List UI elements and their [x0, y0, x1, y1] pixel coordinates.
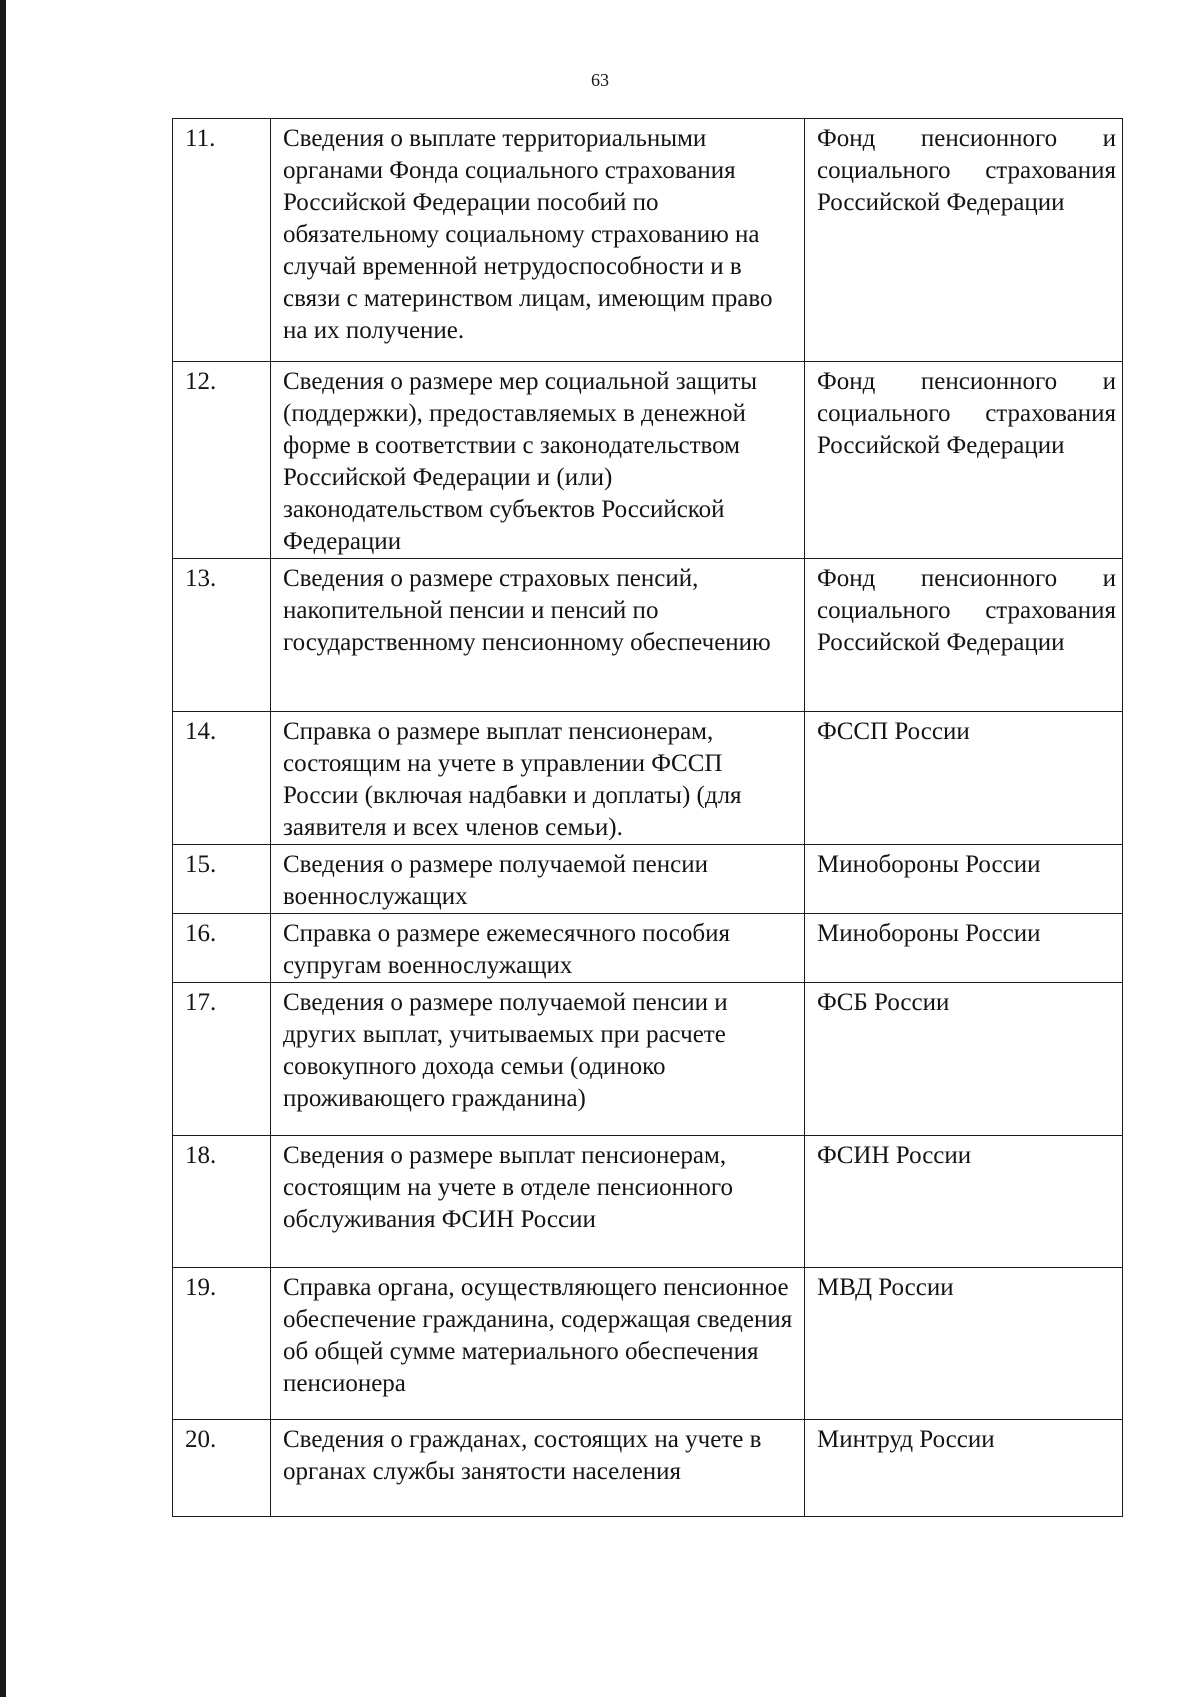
table-row: [173, 983, 1123, 1136]
table-row: [173, 712, 1123, 845]
table-row: [173, 119, 1123, 362]
table-row: [173, 1136, 1123, 1268]
page-number: 63: [591, 70, 609, 90]
row-description: Сведения о размере получаемой пенсии и других выплат, учитываемых при расчете совокупного дохода семьи (одиноко проживающего гражданина): [271, 983, 805, 1136]
row-organization: ФСБ России: [805, 983, 1123, 1136]
row-description: Справка о размере ежемесячного пособия супругам военнослужащих: [271, 914, 805, 983]
table-row: [173, 1268, 1123, 1420]
row-description: Сведения о гражданах, состоящих на учете в органах службы занятости населения: [271, 1420, 805, 1517]
row-description: Сведения о выплате территориальными органами Фонда социального страхования Российской Федерации пособий по обязательному социальному страхованию на случай временной нетрудоспособности и в связи с материнством лицам, имеющим право на их получение.: [271, 119, 805, 362]
row-organization: Фонд пенсионного и социального страхования Российской Федерации: [805, 559, 1123, 712]
row-organization: Минтруд России: [805, 1420, 1123, 1517]
row-number: 15.: [173, 845, 271, 914]
table-row: [173, 1420, 1123, 1517]
row-number: 16.: [173, 914, 271, 983]
row-organization: Минобороны России: [805, 914, 1123, 983]
scan-edge-shadow: [0, 0, 6, 1697]
row-number: 12.: [173, 362, 271, 559]
row-organization: ФССП России: [805, 712, 1123, 845]
row-organization: Фонд пенсионного и социального страхования Российской Федерации: [805, 362, 1123, 559]
row-organization: Минобороны России: [805, 845, 1123, 914]
table-row: [173, 845, 1123, 914]
row-description: Сведения о размере получаемой пенсии военнослужащих: [271, 845, 805, 914]
row-number: 14.: [173, 712, 271, 845]
row-description: Справка о размере выплат пенсионерам, состоящим на учете в управлении ФССП России (включая надбавки и доплаты) (для заявителя и всех членов семьи).: [271, 712, 805, 845]
row-number: 20.: [173, 1420, 271, 1517]
row-description: Справка органа, осуществляющего пенсионное обеспечение гражданина, содержащая сведения об общей сумме материального обеспечения пенсионера: [271, 1268, 805, 1420]
data-sources-table: [172, 118, 1123, 1517]
table-row: [173, 914, 1123, 983]
row-number: 13.: [173, 559, 271, 712]
table-row: [173, 362, 1123, 559]
row-number: 11.: [173, 119, 271, 362]
row-description: Сведения о размере мер социальной защиты (поддержки), предоставляемых в денежной форме в соответствии с законодательством Российской Федерации и (или) законодательством субъектов Российской Федерации: [271, 362, 805, 559]
row-number: 19.: [173, 1268, 271, 1420]
table-row: [173, 559, 1123, 712]
row-number: 17.: [173, 983, 271, 1136]
row-description: Сведения о размере страховых пенсий, накопительной пенсии и пенсий по государственному пенсионному обеспечению: [271, 559, 805, 712]
row-number: 18.: [173, 1136, 271, 1268]
row-organization: Фонд пенсионного и социального страхования Российской Федерации: [805, 119, 1123, 362]
row-organization: МВД России: [805, 1268, 1123, 1420]
row-description: Сведения о размере выплат пенсионерам, состоящим на учете в отделе пенсионного обслуживания ФСИН России: [271, 1136, 805, 1268]
row-organization: ФСИН России: [805, 1136, 1123, 1268]
